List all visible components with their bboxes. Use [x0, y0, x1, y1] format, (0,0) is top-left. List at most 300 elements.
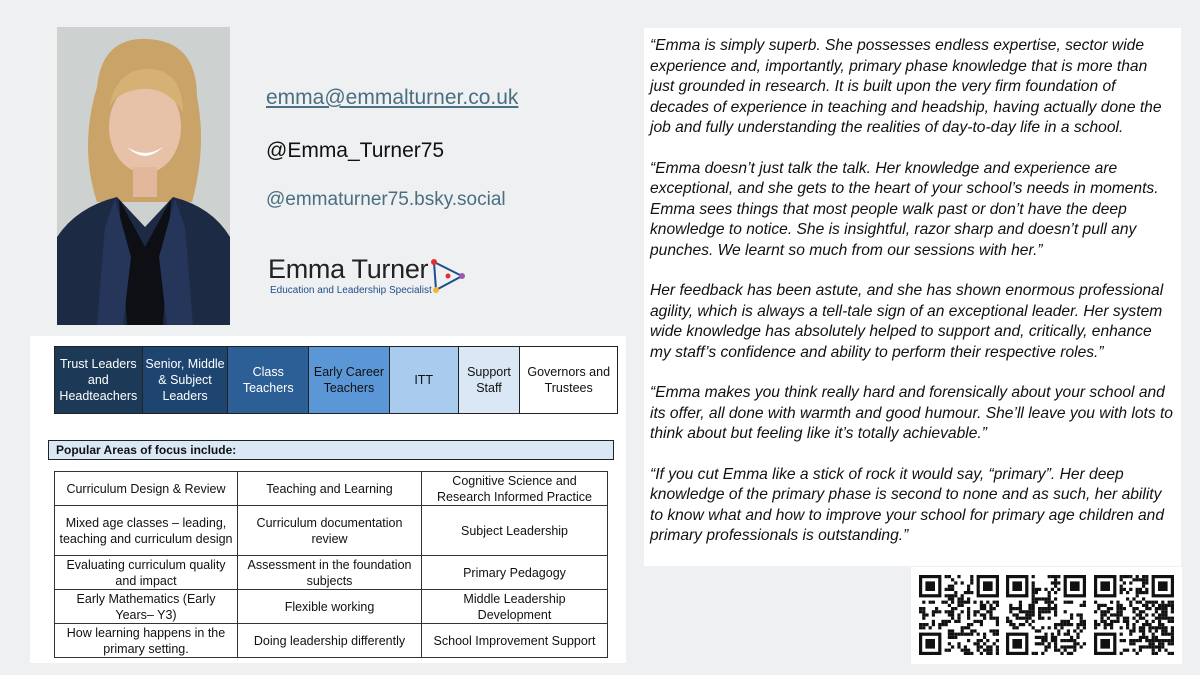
- qr-module: [1025, 613, 1028, 616]
- qr-module: [986, 639, 989, 642]
- qr-module: [954, 591, 957, 594]
- qr-module: [1038, 613, 1041, 616]
- qr-module: [1148, 639, 1151, 642]
- qr-module: [1083, 604, 1086, 607]
- qr-module: [1035, 629, 1038, 632]
- qr-module: [1067, 633, 1070, 636]
- qr-module: [954, 620, 957, 623]
- qr-module: [983, 642, 986, 645]
- qr-module: [925, 613, 928, 616]
- qr-module: [954, 636, 957, 639]
- qr-module: [1019, 607, 1022, 610]
- qr-module: [964, 626, 967, 629]
- qr-module: [919, 623, 922, 626]
- qr-module: [938, 626, 941, 629]
- qr-module: [1126, 575, 1129, 578]
- qr-module: [1136, 588, 1139, 591]
- qr-module: [1104, 623, 1107, 626]
- focus-cell: School Improvement Support: [422, 624, 608, 658]
- qr-module: [1148, 626, 1151, 629]
- qr-module: [932, 623, 935, 626]
- qr-module: [1145, 645, 1148, 648]
- qr-module: [945, 575, 948, 578]
- qr-module: [1038, 597, 1041, 600]
- qr-module: [1120, 588, 1123, 591]
- qr-module: [1120, 613, 1123, 616]
- qr-module: [1100, 604, 1103, 607]
- qr-module: [1016, 617, 1019, 620]
- qr-module: [1044, 588, 1047, 591]
- qr-module: [954, 633, 957, 636]
- qr-module: [967, 607, 970, 610]
- qr-module: [996, 649, 999, 652]
- qr-module: [1161, 629, 1164, 632]
- qr-code-icon[interactable]: [1094, 575, 1174, 655]
- qr-module: [1171, 620, 1174, 623]
- qr-module: [1051, 588, 1054, 591]
- qr-module: [996, 604, 999, 607]
- qr-module: [1032, 588, 1035, 591]
- qr-module: [1097, 604, 1100, 607]
- qr-module: [1129, 601, 1132, 604]
- qr-module: [1148, 607, 1151, 610]
- qr-module: [1041, 617, 1044, 620]
- qr-module: [1025, 617, 1028, 620]
- qr-module: [1126, 620, 1129, 623]
- qr-module: [1041, 607, 1044, 610]
- qr-module: [1032, 575, 1035, 578]
- focus-cell: Assessment in the foundation subjects: [238, 556, 422, 590]
- qr-module: [1164, 613, 1167, 616]
- twitter-handle: @Emma_Turner75: [266, 139, 445, 162]
- qr-module: [1142, 623, 1145, 626]
- qr-module: [1028, 604, 1031, 607]
- qr-module: [1129, 642, 1132, 645]
- qr-finder-module: [1100, 639, 1110, 649]
- qr-module: [951, 610, 954, 613]
- qr-module: [1168, 639, 1171, 642]
- qr-module: [932, 613, 935, 616]
- qr-module: [977, 620, 980, 623]
- qr-module: [1132, 617, 1135, 620]
- focus-cell: Cognitive Science and Research Informed Practice: [422, 472, 608, 506]
- qr-module: [938, 610, 941, 613]
- qr-module: [970, 652, 973, 655]
- qr-module: [1155, 626, 1158, 629]
- qr-module: [983, 613, 986, 616]
- qr-module: [1126, 649, 1129, 652]
- qr-code-icon[interactable]: [1006, 575, 1086, 655]
- qr-module: [1073, 642, 1076, 645]
- qr-module: [977, 642, 980, 645]
- qr-module: [957, 620, 960, 623]
- qr-module: [1132, 626, 1135, 629]
- qr-finder-module: [1012, 639, 1022, 649]
- qr-finder-module: [925, 581, 935, 591]
- audience-senior-leaders: Senior, Middle & Subject Leaders: [143, 347, 229, 413]
- qr-module: [1016, 607, 1019, 610]
- qr-module: [1120, 626, 1123, 629]
- email-link[interactable]: emma@emmalturner.co.uk: [266, 86, 519, 109]
- audience-itt: ITT: [390, 347, 459, 413]
- audience-early-career: Early Career Teachers: [309, 347, 390, 413]
- portrait-photo: [57, 27, 230, 325]
- qr-module: [1019, 610, 1022, 613]
- qr-module: [961, 601, 964, 604]
- qr-module: [1057, 588, 1060, 591]
- qr-module: [1083, 601, 1086, 604]
- qr-module: [1044, 610, 1047, 613]
- qr-module: [948, 594, 951, 597]
- qr-module: [1132, 623, 1135, 626]
- qr-module: [957, 601, 960, 604]
- qr-module: [1051, 607, 1054, 610]
- qr-module: [929, 626, 932, 629]
- qr-module: [1171, 601, 1174, 604]
- qr-module: [1110, 607, 1113, 610]
- qr-module: [1009, 620, 1012, 623]
- qr-module: [1032, 607, 1035, 610]
- qr-module: [1136, 613, 1139, 616]
- qr-module: [957, 575, 960, 578]
- qr-module: [1126, 597, 1129, 600]
- qr-module: [948, 597, 951, 600]
- qr-module: [1035, 652, 1038, 655]
- qr-module: [1155, 639, 1158, 642]
- qr-module: [1120, 639, 1123, 642]
- qr-module: [1041, 636, 1044, 639]
- qr-module: [941, 620, 944, 623]
- qr-module: [1120, 633, 1123, 636]
- qr-module: [989, 629, 992, 632]
- qr-module: [977, 633, 980, 636]
- qr-module: [1161, 607, 1164, 610]
- qr-module: [1032, 620, 1035, 623]
- qr-module: [1139, 578, 1142, 581]
- qr-module: [932, 601, 935, 604]
- qr-module: [1164, 633, 1167, 636]
- qr-module: [1145, 623, 1148, 626]
- qr-module: [1083, 623, 1086, 626]
- qr-module: [948, 642, 951, 645]
- qr-module: [1145, 604, 1148, 607]
- qr-module: [922, 613, 925, 616]
- qr-module: [938, 623, 941, 626]
- qr-module: [1171, 604, 1174, 607]
- focus-cell: Teaching and Learning: [238, 472, 422, 506]
- qr-module: [1136, 575, 1139, 578]
- qr-module: [1148, 629, 1151, 632]
- qr-module: [1080, 620, 1083, 623]
- qr-module: [1120, 607, 1123, 610]
- qr-module: [1048, 617, 1051, 620]
- qr-module: [1113, 613, 1116, 616]
- qr-module: [1139, 601, 1142, 604]
- qr-module: [1057, 629, 1060, 632]
- qr-module: [961, 597, 964, 600]
- qr-module: [973, 620, 976, 623]
- qr-module: [1054, 578, 1057, 581]
- qr-module: [1139, 588, 1142, 591]
- qr-module: [1145, 578, 1148, 581]
- qr-module: [1083, 626, 1086, 629]
- qr-module: [986, 601, 989, 604]
- table-row: [55, 472, 608, 506]
- qr-module: [1104, 613, 1107, 616]
- qr-module: [980, 639, 983, 642]
- qr-module: [1076, 636, 1079, 639]
- qr-module: [996, 623, 999, 626]
- qr-module: [951, 617, 954, 620]
- qr-module: [1104, 626, 1107, 629]
- qr-module: [1067, 639, 1070, 642]
- qr-module: [967, 610, 970, 613]
- qr-module: [1076, 623, 1079, 626]
- logo-triangle-icon: [430, 259, 466, 293]
- qr-module: [1158, 639, 1161, 642]
- qr-module: [973, 610, 976, 613]
- qr-module: [1120, 585, 1123, 588]
- qr-module: [1032, 597, 1035, 600]
- qr-module: [1054, 610, 1057, 613]
- qr-module: [1152, 652, 1155, 655]
- qr-module: [1132, 629, 1135, 632]
- qr-module: [1116, 620, 1119, 623]
- qr-module: [1048, 642, 1051, 645]
- qr-module: [1100, 617, 1103, 620]
- qr-module: [945, 610, 948, 613]
- qr-module: [951, 633, 954, 636]
- qr-module: [1100, 610, 1103, 613]
- qr-module: [967, 588, 970, 591]
- qr-module: [1064, 610, 1067, 613]
- qr-module: [1064, 645, 1067, 648]
- qr-module: [1073, 645, 1076, 648]
- qr-module: [1142, 633, 1145, 636]
- qr-module: [1116, 613, 1119, 616]
- qr-module: [1139, 636, 1142, 639]
- qr-module: [1048, 597, 1051, 600]
- qr-module: [967, 613, 970, 616]
- qr-module: [919, 626, 922, 629]
- qr-module: [1132, 610, 1135, 613]
- qr-module: [964, 645, 967, 648]
- qr-module: [1035, 636, 1038, 639]
- qr-module: [1054, 649, 1057, 652]
- qr-module: [961, 649, 964, 652]
- qr-module: [1064, 620, 1067, 623]
- qr-module: [1129, 604, 1132, 607]
- qr-module: [1070, 623, 1073, 626]
- focus-cell: Curriculum documentation review: [238, 506, 422, 556]
- qr-module: [961, 626, 964, 629]
- qr-module: [1044, 649, 1047, 652]
- qr-module: [951, 636, 954, 639]
- qr-finder-module: [1158, 581, 1168, 591]
- qr-module: [1048, 601, 1051, 604]
- qr-module: [1041, 610, 1044, 613]
- qr-module: [1158, 623, 1161, 626]
- qr-module: [945, 649, 948, 652]
- qr-module: [951, 585, 954, 588]
- qr-module: [993, 629, 996, 632]
- qr-module: [1136, 639, 1139, 642]
- qr-module: [1110, 613, 1113, 616]
- qr-module: [989, 610, 992, 613]
- audience-trust-leaders: Trust Leaders and Headteachers: [55, 347, 143, 413]
- qr-module: [1041, 626, 1044, 629]
- testimonial-quote: Her feedback has been astute, and she has shown enormous professional agility, which is always a tell-tale sign of an exceptional leader. Her system wide knowledge has absolutely helped to support and, critically, enhance my staff’s confidence and ability to perform their respective roles.”: [650, 282, 1164, 361]
- portrait-illustration: [57, 27, 230, 325]
- qr-module: [1152, 633, 1155, 636]
- qr-module: [980, 623, 983, 626]
- qr-module: [1076, 613, 1079, 616]
- qr-module: [1110, 626, 1113, 629]
- qr-module: [980, 620, 983, 623]
- qr-module: [993, 607, 996, 610]
- qr-module: [1132, 578, 1135, 581]
- qr-module: [961, 604, 964, 607]
- qr-module: [993, 633, 996, 636]
- qr-module: [1067, 601, 1070, 604]
- qr-module: [1136, 594, 1139, 597]
- qr-module: [1032, 601, 1035, 604]
- qr-module: [925, 623, 928, 626]
- qr-module: [1048, 610, 1051, 613]
- table-row: [55, 590, 608, 624]
- qr-module: [980, 607, 983, 610]
- qr-module: [1155, 629, 1158, 632]
- qr-module: [1012, 613, 1015, 616]
- qr-module: [951, 601, 954, 604]
- qr-module: [932, 620, 935, 623]
- qr-module: [1028, 607, 1031, 610]
- qr-module: [1038, 629, 1041, 632]
- qr-module: [1073, 639, 1076, 642]
- qr-module: [967, 617, 970, 620]
- qr-module: [1048, 591, 1051, 594]
- qr-module: [1110, 623, 1113, 626]
- qr-module: [1048, 607, 1051, 610]
- qr-module: [1057, 575, 1060, 578]
- qr-module: [1139, 613, 1142, 616]
- logo-tagline: Education and Leadership Specialist: [270, 285, 432, 296]
- qr-module: [1060, 620, 1063, 623]
- services-panel: [30, 336, 626, 663]
- qr-module: [922, 601, 925, 604]
- qr-module: [1152, 649, 1155, 652]
- qr-module: [954, 607, 957, 610]
- qr-module: [1155, 652, 1158, 655]
- qr-module: [1123, 588, 1126, 591]
- qr-module: [948, 620, 951, 623]
- qr-module: [1044, 597, 1047, 600]
- qr-module: [1019, 623, 1022, 626]
- qr-module: [1161, 601, 1164, 604]
- qr-module: [951, 597, 954, 600]
- qr-module: [1057, 623, 1060, 626]
- qr-module: [1158, 645, 1161, 648]
- qr-module: [948, 633, 951, 636]
- qr-module: [1161, 617, 1164, 620]
- qr-module: [1161, 642, 1164, 645]
- qr-module: [1054, 645, 1057, 648]
- qr-module: [1051, 575, 1054, 578]
- qr-module: [1120, 578, 1123, 581]
- qr-module: [1164, 649, 1167, 652]
- qr-module: [935, 607, 938, 610]
- qr-module: [1129, 581, 1132, 584]
- qr-module: [919, 607, 922, 610]
- qr-module: [983, 607, 986, 610]
- qr-module: [1123, 649, 1126, 652]
- qr-module: [986, 649, 989, 652]
- qr-code-icon[interactable]: [919, 575, 999, 655]
- focus-cell: Evaluating curriculum quality and impact: [55, 556, 238, 590]
- focus-cell: Primary Pedagogy: [422, 556, 608, 590]
- qr-module: [1032, 610, 1035, 613]
- qr-module: [1094, 620, 1097, 623]
- qr-module: [1171, 610, 1174, 613]
- qr-module: [1070, 617, 1073, 620]
- qr-module: [980, 645, 983, 648]
- qr-module: [1142, 645, 1145, 648]
- qr-module: [967, 591, 970, 594]
- qr-module: [1116, 610, 1119, 613]
- qr-module: [1161, 623, 1164, 626]
- qr-module: [1070, 601, 1073, 604]
- qr-module: [967, 639, 970, 642]
- qr-module: [954, 581, 957, 584]
- qr-module: [1044, 633, 1047, 636]
- qr-module: [1067, 645, 1070, 648]
- qr-module: [1123, 639, 1126, 642]
- qr-module: [1158, 642, 1161, 645]
- qr-module: [1136, 591, 1139, 594]
- qr-module: [1158, 626, 1161, 629]
- table-row: [55, 624, 608, 658]
- qr-module: [970, 578, 973, 581]
- qr-module: [1080, 613, 1083, 616]
- qr-module: [1054, 575, 1057, 578]
- qr-module: [986, 645, 989, 648]
- qr-module: [945, 594, 948, 597]
- qr-module: [970, 575, 973, 578]
- qr-module: [1032, 585, 1035, 588]
- qr-module: [1148, 642, 1151, 645]
- qr-module: [1155, 636, 1158, 639]
- qr-module: [1064, 649, 1067, 652]
- qr-module: [1041, 597, 1044, 600]
- qr-module: [1139, 639, 1142, 642]
- qr-module: [1032, 626, 1035, 629]
- qr-module: [980, 613, 983, 616]
- qr-module: [948, 588, 951, 591]
- qr-module: [935, 610, 938, 613]
- qr-module: [1136, 620, 1139, 623]
- qr-module: [1044, 645, 1047, 648]
- qr-module: [1022, 623, 1025, 626]
- qr-module: [1070, 652, 1073, 655]
- qr-module: [1009, 623, 1012, 626]
- qr-module: [948, 613, 951, 616]
- qr-module: [1032, 581, 1035, 584]
- qr-module: [1044, 636, 1047, 639]
- qr-module: [1155, 645, 1158, 648]
- focus-cell: Doing leadership differently: [238, 624, 422, 658]
- qr-module: [1139, 645, 1142, 648]
- focus-header: Popular Areas of focus include:: [48, 440, 614, 460]
